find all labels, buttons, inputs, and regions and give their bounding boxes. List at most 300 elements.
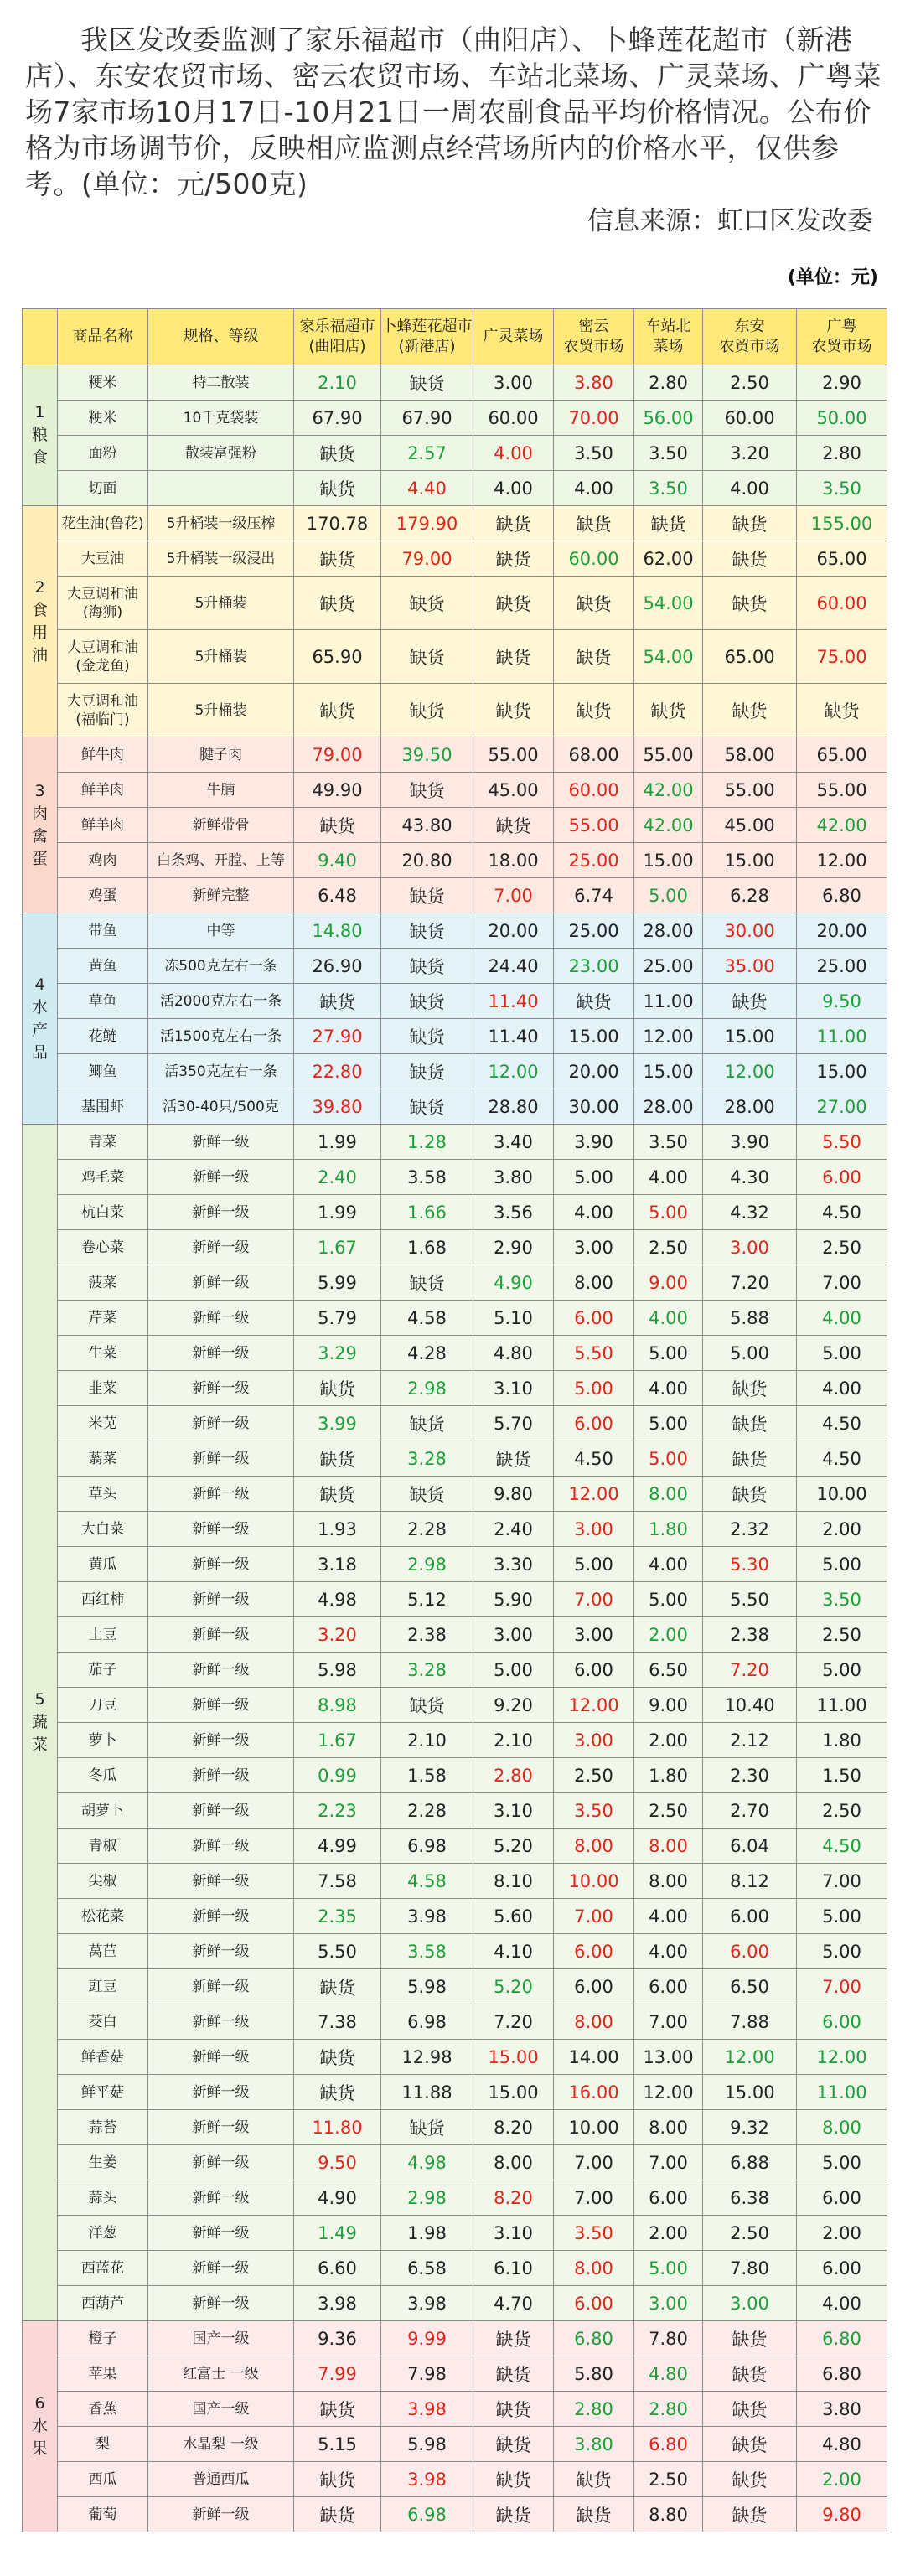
price-cell: 9.80 bbox=[797, 2497, 887, 2532]
table-row bbox=[23, 1582, 887, 1617]
table-row bbox=[23, 1125, 887, 1160]
table-row bbox=[23, 2286, 887, 2321]
table-row bbox=[23, 878, 887, 913]
price-cell: 缺货 bbox=[473, 2462, 554, 2497]
item-name: 鸡蛋 bbox=[58, 878, 148, 913]
price-cell: 1.80 bbox=[634, 1758, 703, 1793]
table-row bbox=[23, 773, 887, 808]
price-cell: 缺货 bbox=[634, 684, 703, 737]
price-cell: 5.00 bbox=[554, 1547, 634, 1582]
price-cell: 2.12 bbox=[703, 1723, 797, 1758]
price-cell: 28.80 bbox=[473, 1089, 554, 1125]
price-cell: 7.99 bbox=[294, 2356, 381, 2392]
table-row bbox=[23, 577, 887, 630]
price-cell: 缺货 bbox=[554, 984, 634, 1019]
header-guangling: 广灵菜场 bbox=[473, 309, 554, 365]
price-cell: 7.00 bbox=[554, 2180, 634, 2216]
item-spec: 新鲜一级 bbox=[148, 1230, 294, 1265]
price-cell: 缺货 bbox=[294, 808, 381, 843]
table-row bbox=[23, 1617, 887, 1653]
item-spec: 牛腩 bbox=[148, 773, 294, 808]
item-spec: 新鲜一级 bbox=[148, 2145, 294, 2180]
price-cell: 缺货 bbox=[703, 2462, 797, 2497]
price-cell: 1.67 bbox=[294, 1723, 381, 1758]
price-cell: 79.00 bbox=[381, 541, 473, 577]
price-cell: 缺货 bbox=[381, 984, 473, 1019]
item-spec: 红富士 一级 bbox=[148, 2356, 294, 2392]
price-cell: 11.40 bbox=[473, 984, 554, 1019]
price-cell: 2.10 bbox=[473, 1723, 554, 1758]
price-cell: 6.80 bbox=[797, 2321, 887, 2356]
item-name: 大豆调和油 (福临门) bbox=[58, 684, 148, 737]
price-cell: 24.40 bbox=[473, 949, 554, 984]
item-name: 西葫芦 bbox=[58, 2286, 148, 2321]
item-name: 香蕉 bbox=[58, 2392, 148, 2427]
price-cell: 4.50 bbox=[797, 1195, 887, 1230]
table-row bbox=[23, 1160, 887, 1195]
price-cell: 2.98 bbox=[381, 1371, 473, 1406]
price-cell: 7.00 bbox=[797, 1265, 887, 1301]
price-cell: 缺货 bbox=[294, 471, 381, 506]
price-cell: 25.00 bbox=[634, 949, 703, 984]
item-spec: 新鲜一级 bbox=[148, 2004, 294, 2040]
price-cell: 4.80 bbox=[797, 2427, 887, 2462]
price-cell: 6.00 bbox=[554, 1969, 634, 2004]
price-cell: 55.00 bbox=[473, 737, 554, 773]
price-cell: 5.79 bbox=[294, 1301, 381, 1336]
price-cell: 4.00 bbox=[797, 2286, 887, 2321]
price-cell: 3.50 bbox=[797, 471, 887, 506]
table-row bbox=[23, 471, 887, 506]
price-cell: 45.00 bbox=[703, 808, 797, 843]
price-cell: 23.00 bbox=[554, 949, 634, 984]
price-cell: 25.00 bbox=[554, 913, 634, 949]
price-cell: 67.90 bbox=[294, 401, 381, 436]
item-name: 粳米 bbox=[58, 401, 148, 436]
table-row bbox=[23, 1688, 887, 1723]
price-cell: 4.00 bbox=[634, 1371, 703, 1406]
table-row bbox=[23, 1899, 887, 1934]
price-cell: 2.80 bbox=[473, 1758, 554, 1793]
price-cell: 1.93 bbox=[294, 1512, 381, 1547]
item-name: 茄子 bbox=[58, 1653, 148, 1688]
price-cell: 缺货 bbox=[703, 1371, 797, 1406]
price-cell: 28.00 bbox=[634, 1089, 703, 1125]
price-cell: 5.20 bbox=[473, 1969, 554, 2004]
price-cell: 7.80 bbox=[634, 2321, 703, 2356]
table-row bbox=[23, 2040, 887, 2075]
price-cell: 55.00 bbox=[797, 773, 887, 808]
item-name: 大白菜 bbox=[58, 1512, 148, 1547]
item-spec: 新鲜一级 bbox=[148, 1125, 294, 1160]
price-cell: 3.99 bbox=[294, 1406, 381, 1441]
price-cell: 2.98 bbox=[381, 1547, 473, 1582]
price-cell: 5.10 bbox=[473, 1301, 554, 1336]
price-cell: 8.00 bbox=[634, 1829, 703, 1864]
price-cell: 3.90 bbox=[554, 1125, 634, 1160]
item-spec: 活350克左右一条 bbox=[148, 1054, 294, 1089]
item-spec: 新鲜一级 bbox=[148, 1336, 294, 1371]
price-cell: 2.50 bbox=[703, 2216, 797, 2251]
price-cell: 55.00 bbox=[554, 808, 634, 843]
price-cell: 3.98 bbox=[294, 2286, 381, 2321]
price-cell: 4.70 bbox=[473, 2286, 554, 2321]
price-cell: 16.00 bbox=[554, 2075, 634, 2110]
price-cell: 9.50 bbox=[797, 984, 887, 1019]
price-cell: 2.50 bbox=[634, 2462, 703, 2497]
price-cell: 12.00 bbox=[797, 2040, 887, 2075]
item-name: 洋葱 bbox=[58, 2216, 148, 2251]
table-row bbox=[23, 1547, 887, 1582]
item-name: 刀豆 bbox=[58, 1688, 148, 1723]
price-cell: 缺货 bbox=[703, 2427, 797, 2462]
price-cell: 缺货 bbox=[381, 878, 473, 913]
table-row bbox=[23, 1406, 887, 1441]
price-table bbox=[22, 308, 887, 2532]
price-cell: 6.80 bbox=[634, 2427, 703, 2462]
price-cell: 3.80 bbox=[554, 365, 634, 401]
price-cell: 缺货 bbox=[381, 1054, 473, 1089]
price-cell: 3.90 bbox=[703, 1125, 797, 1160]
price-cell: 缺货 bbox=[294, 1371, 381, 1406]
price-cell: 9.00 bbox=[634, 1265, 703, 1301]
price-cell: 15.00 bbox=[634, 1054, 703, 1089]
item-name: 茭白 bbox=[58, 2004, 148, 2040]
price-cell: 3.58 bbox=[381, 1160, 473, 1195]
table-row bbox=[23, 2392, 887, 2427]
price-cell: 5.00 bbox=[634, 878, 703, 913]
price-cell: 42.00 bbox=[634, 808, 703, 843]
item-name: 芹菜 bbox=[58, 1301, 148, 1336]
price-cell: 1.99 bbox=[294, 1195, 381, 1230]
price-cell: 7.98 bbox=[381, 2356, 473, 2392]
price-cell: 5.00 bbox=[797, 1899, 887, 1934]
price-cell: 9.40 bbox=[294, 843, 381, 878]
price-cell: 8.10 bbox=[473, 1864, 554, 1899]
price-cell: 9.50 bbox=[294, 2145, 381, 2180]
price-cell: 5.00 bbox=[634, 1336, 703, 1371]
price-cell: 缺货 bbox=[381, 684, 473, 737]
price-cell: 缺货 bbox=[473, 1441, 554, 1477]
price-cell: 缺货 bbox=[554, 2497, 634, 2532]
price-cell: 11.40 bbox=[473, 1019, 554, 1054]
table-row bbox=[23, 1793, 887, 1829]
price-cell: 20.80 bbox=[381, 843, 473, 878]
price-cell: 5.00 bbox=[634, 1195, 703, 1230]
price-cell: 8.12 bbox=[703, 1864, 797, 1899]
item-name: 鸡毛菜 bbox=[58, 1160, 148, 1195]
item-spec: 新鲜一级 bbox=[148, 1441, 294, 1477]
item-spec: 活1500克左右一条 bbox=[148, 1019, 294, 1054]
header-chezhanbei: 车站北 菜场 bbox=[634, 309, 703, 365]
header-dongan: 东安 农贸市场 bbox=[703, 309, 797, 365]
price-cell: 缺货 bbox=[381, 365, 473, 401]
price-cell: 43.80 bbox=[381, 808, 473, 843]
price-cell: 30.00 bbox=[703, 913, 797, 949]
price-cell: 缺货 bbox=[381, 773, 473, 808]
price-cell: 55.00 bbox=[634, 737, 703, 773]
table-row bbox=[23, 1054, 887, 1089]
price-cell: 30.00 bbox=[554, 1089, 634, 1125]
price-cell: 6.80 bbox=[554, 2321, 634, 2356]
price-cell: 3.00 bbox=[473, 365, 554, 401]
price-cell: 8.00 bbox=[797, 2110, 887, 2145]
table-row bbox=[23, 1969, 887, 2004]
item-spec: 5升桶装 bbox=[148, 684, 294, 737]
category-label: 2 食 用 油 bbox=[23, 506, 58, 737]
price-cell: 15.00 bbox=[473, 2040, 554, 2075]
item-spec: 国产一级 bbox=[148, 2321, 294, 2356]
price-cell: 65.00 bbox=[797, 541, 887, 577]
price-cell: 3.50 bbox=[554, 2216, 634, 2251]
table-body bbox=[23, 365, 887, 2532]
table-row bbox=[23, 2497, 887, 2532]
price-cell: 55.00 bbox=[703, 773, 797, 808]
price-cell: 5.00 bbox=[797, 1547, 887, 1582]
item-spec: 新鲜一级 bbox=[148, 1477, 294, 1512]
item-name: 豇豆 bbox=[58, 1969, 148, 2004]
price-cell: 60.00 bbox=[554, 541, 634, 577]
item-name: 黄鱼 bbox=[58, 949, 148, 984]
price-cell: 2.80 bbox=[634, 2392, 703, 2427]
price-cell: 5.00 bbox=[797, 1653, 887, 1688]
item-spec: 新鲜一级 bbox=[148, 2286, 294, 2321]
price-cell: 8.80 bbox=[634, 2497, 703, 2532]
item-name: 草头 bbox=[58, 1477, 148, 1512]
table-row bbox=[23, 2427, 887, 2462]
item-spec: 新鲜一级 bbox=[148, 1723, 294, 1758]
price-cell: 5.90 bbox=[473, 1582, 554, 1617]
price-cell: 7.00 bbox=[473, 878, 554, 913]
price-cell: 3.00 bbox=[554, 1230, 634, 1265]
item-name: 西蓝花 bbox=[58, 2251, 148, 2286]
price-cell: 缺货 bbox=[634, 506, 703, 541]
header-carrefour: 家乐福超市 (曲阳店) bbox=[294, 309, 381, 365]
price-cell: 6.00 bbox=[554, 1934, 634, 1969]
price-cell: 6.00 bbox=[797, 2251, 887, 2286]
price-cell: 缺货 bbox=[473, 2392, 554, 2427]
price-cell: 2.57 bbox=[381, 436, 473, 471]
price-cell: 3.80 bbox=[554, 2427, 634, 2462]
price-cell: 缺货 bbox=[294, 2392, 381, 2427]
item-name: 生菜 bbox=[58, 1336, 148, 1371]
price-cell: 6.88 bbox=[703, 2145, 797, 2180]
price-cell: 58.00 bbox=[703, 737, 797, 773]
item-spec: 特二散装 bbox=[148, 365, 294, 401]
price-cell: 5.20 bbox=[473, 1829, 554, 1864]
price-cell: 26.90 bbox=[294, 949, 381, 984]
price-cell: 缺货 bbox=[381, 913, 473, 949]
price-cell: 4.00 bbox=[554, 1195, 634, 1230]
price-cell: 27.90 bbox=[294, 1019, 381, 1054]
price-cell: 5.80 bbox=[554, 2356, 634, 2392]
price-cell: 3.50 bbox=[554, 436, 634, 471]
price-cell: 75.00 bbox=[797, 630, 887, 684]
price-cell: 5.00 bbox=[473, 1653, 554, 1688]
table-row bbox=[23, 2110, 887, 2145]
item-spec: 新鲜一级 bbox=[148, 2110, 294, 2145]
price-cell: 6.80 bbox=[797, 2356, 887, 2392]
price-cell: 2.30 bbox=[703, 1758, 797, 1793]
price-cell: 缺货 bbox=[554, 506, 634, 541]
item-name: 大豆调和油 (金龙鱼) bbox=[58, 630, 148, 684]
price-cell: 9.99 bbox=[381, 2321, 473, 2356]
price-cell: 6.00 bbox=[554, 1301, 634, 1336]
item-name: 青菜 bbox=[58, 1125, 148, 1160]
price-cell: 4.90 bbox=[473, 1265, 554, 1301]
price-cell: 3.50 bbox=[554, 1793, 634, 1829]
price-cell: 12.98 bbox=[381, 2040, 473, 2075]
price-cell: 8.00 bbox=[634, 1477, 703, 1512]
price-cell: 79.00 bbox=[294, 737, 381, 773]
price-cell: 3.98 bbox=[381, 1899, 473, 1934]
price-cell: 2.28 bbox=[381, 1512, 473, 1547]
price-cell: 4.00 bbox=[797, 1371, 887, 1406]
item-spec: 新鲜一级 bbox=[148, 1195, 294, 1230]
price-cell: 6.38 bbox=[703, 2180, 797, 2216]
table-row bbox=[23, 949, 887, 984]
price-cell: 2.00 bbox=[634, 1617, 703, 1653]
price-cell: 3.80 bbox=[473, 1160, 554, 1195]
price-cell: 20.00 bbox=[797, 913, 887, 949]
item-name: 鲜羊肉 bbox=[58, 773, 148, 808]
price-cell: 11.00 bbox=[797, 2075, 887, 2110]
item-spec: 新鲜一级 bbox=[148, 1406, 294, 1441]
price-cell: 28.00 bbox=[703, 1089, 797, 1125]
price-cell: 10.00 bbox=[554, 2110, 634, 2145]
price-cell: 60.00 bbox=[797, 577, 887, 630]
item-name: 松花菜 bbox=[58, 1899, 148, 1934]
item-spec: 新鲜一级 bbox=[148, 1547, 294, 1582]
price-cell: 1.98 bbox=[381, 2216, 473, 2251]
item-spec: 水晶梨 一级 bbox=[148, 2427, 294, 2462]
price-cell: 6.60 bbox=[294, 2251, 381, 2286]
price-cell: 7.00 bbox=[554, 1899, 634, 1934]
item-name: 韭菜 bbox=[58, 1371, 148, 1406]
price-cell: 54.00 bbox=[634, 577, 703, 630]
item-name: 草鱼 bbox=[58, 984, 148, 1019]
price-cell: 3.00 bbox=[634, 2286, 703, 2321]
price-cell: 缺货 bbox=[473, 2427, 554, 2462]
price-cell: 42.00 bbox=[634, 773, 703, 808]
price-cell: 1.50 bbox=[797, 1758, 887, 1793]
price-cell: 170.78 bbox=[294, 506, 381, 541]
price-cell: 15.00 bbox=[797, 1054, 887, 1089]
price-cell: 4.40 bbox=[381, 471, 473, 506]
price-cell: 缺货 bbox=[381, 1089, 473, 1125]
price-cell: 15.00 bbox=[703, 2075, 797, 2110]
price-cell: 8.20 bbox=[473, 2180, 554, 2216]
item-name: 尖椒 bbox=[58, 1864, 148, 1899]
price-cell: 2.50 bbox=[703, 365, 797, 401]
price-cell: 缺货 bbox=[294, 984, 381, 1019]
price-cell: 0.99 bbox=[294, 1758, 381, 1793]
table-row bbox=[23, 1864, 887, 1899]
price-cell: 6.00 bbox=[703, 1934, 797, 1969]
item-name: 莴苣 bbox=[58, 1934, 148, 1969]
price-cell: 6.00 bbox=[554, 1406, 634, 1441]
price-cell: 缺货 bbox=[294, 2040, 381, 2075]
price-cell: 2.90 bbox=[473, 1230, 554, 1265]
price-cell: 缺货 bbox=[294, 541, 381, 577]
item-spec: 中等 bbox=[148, 913, 294, 949]
price-cell: 12.00 bbox=[473, 1054, 554, 1089]
price-cell: 6.80 bbox=[797, 878, 887, 913]
item-name: 杭白菜 bbox=[58, 1195, 148, 1230]
price-cell: 缺货 bbox=[381, 949, 473, 984]
item-name: 切面 bbox=[58, 471, 148, 506]
item-name: 卷心菜 bbox=[58, 1230, 148, 1265]
price-cell: 7.00 bbox=[797, 1864, 887, 1899]
price-cell: 缺货 bbox=[381, 577, 473, 630]
price-cell: 13.00 bbox=[634, 2040, 703, 2075]
price-cell: 5.00 bbox=[554, 1160, 634, 1195]
price-cell: 42.00 bbox=[797, 808, 887, 843]
price-cell: 56.00 bbox=[634, 401, 703, 436]
price-cell: 3.98 bbox=[381, 2286, 473, 2321]
price-cell: 缺货 bbox=[473, 2497, 554, 2532]
item-spec bbox=[148, 471, 294, 506]
item-name: 西红柿 bbox=[58, 1582, 148, 1617]
price-cell: 2.50 bbox=[797, 1793, 887, 1829]
price-cell: 缺货 bbox=[473, 630, 554, 684]
price-cell: 4.98 bbox=[381, 2145, 473, 2180]
price-cell: 缺货 bbox=[381, 2110, 473, 2145]
item-spec: 活30-40只/500克 bbox=[148, 1089, 294, 1125]
price-cell: 5.60 bbox=[473, 1899, 554, 1934]
price-cell: 60.00 bbox=[703, 401, 797, 436]
price-cell: 7.80 bbox=[703, 2251, 797, 2286]
table-row bbox=[23, 1265, 887, 1301]
price-cell: 2.00 bbox=[797, 1512, 887, 1547]
price-cell: 6.04 bbox=[703, 1829, 797, 1864]
price-cell: 2.80 bbox=[554, 2392, 634, 2427]
unit-note: (单位：元) bbox=[787, 267, 878, 288]
table-row bbox=[23, 1230, 887, 1265]
price-cell: 3.58 bbox=[381, 1934, 473, 1969]
price-cell: 6.50 bbox=[703, 1969, 797, 2004]
price-cell: 1.80 bbox=[797, 1723, 887, 1758]
price-cell: 缺货 bbox=[703, 2392, 797, 2427]
price-cell: 179.90 bbox=[381, 506, 473, 541]
price-cell: 62.00 bbox=[634, 541, 703, 577]
price-cell: 4.00 bbox=[473, 436, 554, 471]
price-cell: 6.58 bbox=[381, 2251, 473, 2286]
price-cell: 2.00 bbox=[634, 1723, 703, 1758]
price-cell: 70.00 bbox=[554, 401, 634, 436]
price-cell: 6.00 bbox=[554, 2286, 634, 2321]
price-cell: 缺货 bbox=[473, 577, 554, 630]
item-spec: 10千克袋装 bbox=[148, 401, 294, 436]
price-cell: 4.50 bbox=[797, 1441, 887, 1477]
price-cell: 4.00 bbox=[554, 471, 634, 506]
price-cell: 15.00 bbox=[554, 1019, 634, 1054]
price-cell: 5.50 bbox=[554, 1336, 634, 1371]
price-cell: 4.00 bbox=[473, 471, 554, 506]
price-cell: 11.88 bbox=[381, 2075, 473, 2110]
item-name: 基围虾 bbox=[58, 1089, 148, 1125]
item-spec: 新鲜一级 bbox=[148, 1758, 294, 1793]
price-cell: 14.80 bbox=[294, 913, 381, 949]
price-cell: 5.00 bbox=[797, 1336, 887, 1371]
price-cell: 1.49 bbox=[294, 2216, 381, 2251]
price-cell: 3.98 bbox=[381, 2392, 473, 2427]
price-cell: 4.80 bbox=[634, 2356, 703, 2392]
price-cell: 5.98 bbox=[381, 1969, 473, 2004]
price-cell: 7.58 bbox=[294, 1864, 381, 1899]
price-cell: 7.88 bbox=[703, 2004, 797, 2040]
price-cell: 缺货 bbox=[554, 577, 634, 630]
